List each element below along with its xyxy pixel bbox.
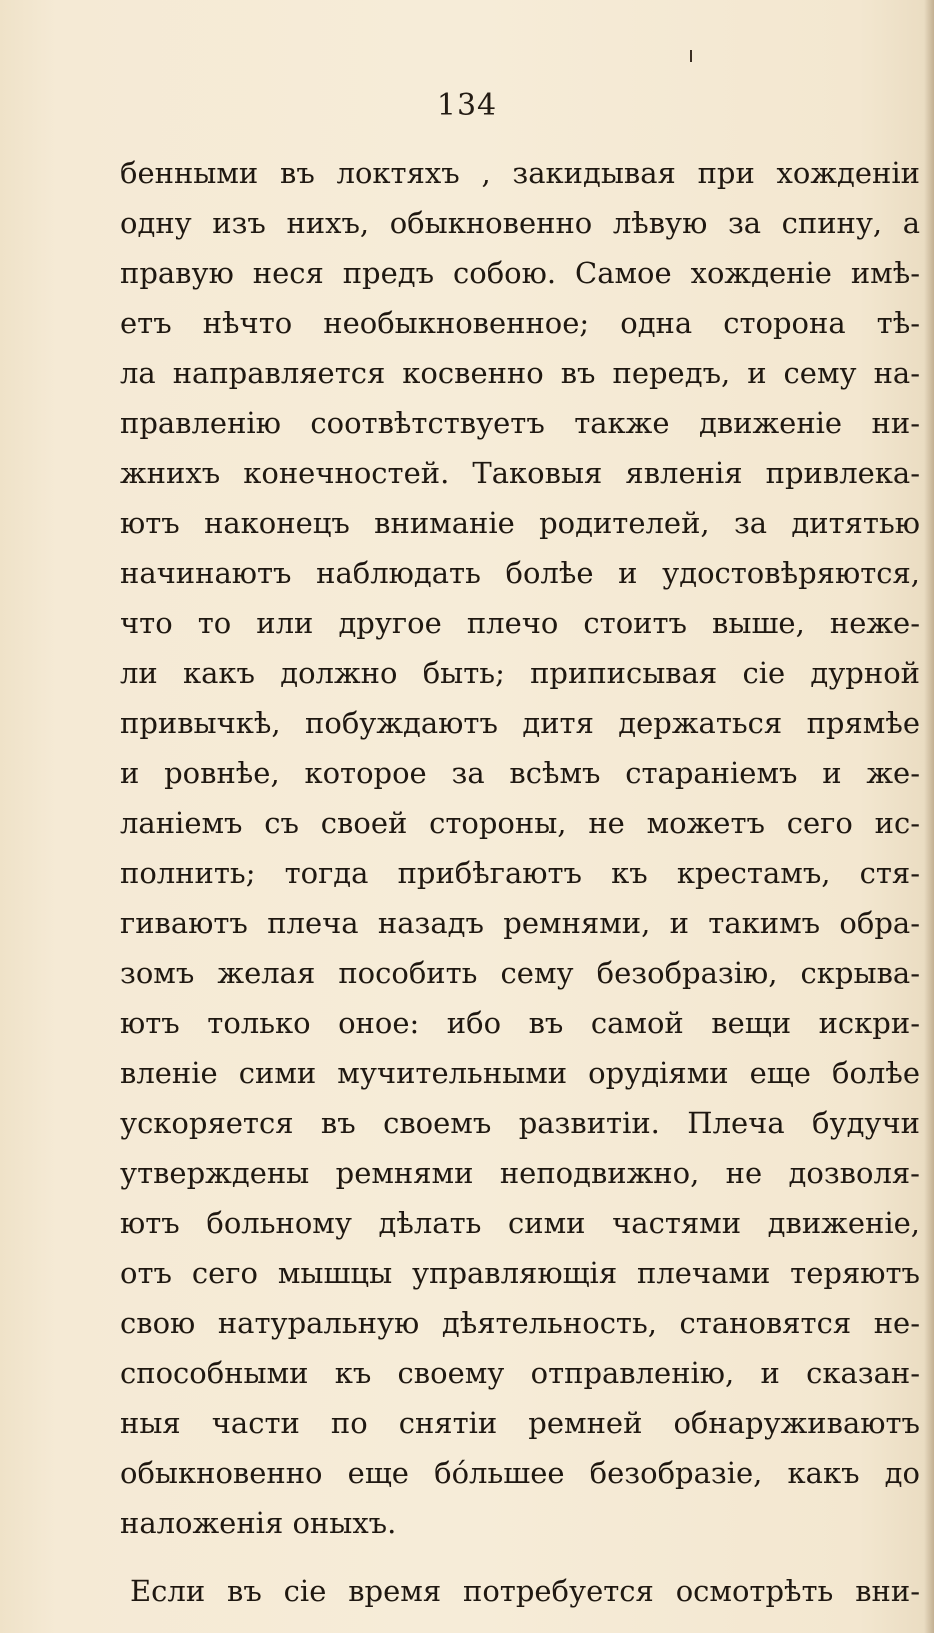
text-line: вленіе сими мучительными орудіями еще болѣе	[120, 1056, 920, 1090]
text-line: жнихъ конечностей. Таковыя явленія привлека-	[120, 456, 920, 490]
text-line: что то или другое плечо стоитъ выше, неже-	[120, 606, 920, 640]
text-line: ютъ наконецъ вниманіе родителей, за дитятью	[120, 506, 920, 540]
text-line: одну изъ нихъ, обыкновенно лѣвую за спину, а	[120, 206, 920, 240]
text-line: обыкновенно еще бо́льшее безобразіе, какъ до	[120, 1456, 920, 1490]
text-line: правую неся предъ собою. Самое хожденіе имѣ-	[120, 256, 920, 290]
text-line: ли какъ должно быть; приписывая сіе дурной	[120, 656, 920, 690]
paragraph-start-line: Если въ сіе время потребуется осмотрѣть вни-	[130, 1574, 920, 1608]
text-line: полнить; тогда прибѣгаютъ къ крестамъ, стя-	[120, 856, 920, 890]
text-line: свою натуральную дѣятельность, становятся не-	[120, 1306, 920, 1340]
text-line: привычкѣ, побуждаютъ дитя держаться прямѣе	[120, 706, 920, 740]
text-line: етъ нѣчто необыкновенное; одна сторона тѣ-	[120, 306, 920, 340]
paragraph-end-line: наложенія оныхъ.	[120, 1506, 397, 1540]
text-line: ютъ только оное: ибо въ самой вещи искри-	[120, 1006, 920, 1040]
page-mark	[690, 50, 692, 62]
text-line: гиваютъ плеча назадъ ремнями, и такимъ обра-	[120, 906, 920, 940]
page-edge-shadow	[924, 0, 934, 1633]
body-text	[120, 148, 920, 1616]
page-number: 134	[436, 88, 498, 123]
text-line: ланіемъ съ своей стороны, не можетъ сего ис-	[120, 806, 920, 840]
text-line: ускоряется въ своемъ развитіи. Плеча будучи	[120, 1106, 920, 1140]
text-line: ютъ больному дѣлать сими частями движеніе,	[120, 1206, 920, 1240]
text-line: ныя части по снятіи ремней обнаруживаютъ	[120, 1406, 920, 1440]
text-line: способными къ своему отправленію, и сказан-	[120, 1356, 920, 1390]
text-line: и ровнѣе, которое за всѣмъ стараніемъ и же-	[120, 756, 920, 790]
text-line: бенными въ локтяхъ , закидывая при хожденіи	[120, 156, 920, 190]
text-line: отъ сего мышцы управляющія плечами теряютъ	[120, 1256, 920, 1290]
text-line: зомъ желая пособить сему безобразію, скрыва-	[120, 956, 920, 990]
text-line: правленію соотвѣтствуетъ также движеніе ни-	[120, 406, 920, 440]
text-line: начинаютъ наблюдать болѣе и удостовѣряются,	[120, 556, 920, 590]
text-line: утверждены ремнями неподвижно, не дозволя-	[120, 1156, 920, 1190]
text-line: ла направляется косвенно въ передъ, и сему на-	[120, 356, 920, 390]
